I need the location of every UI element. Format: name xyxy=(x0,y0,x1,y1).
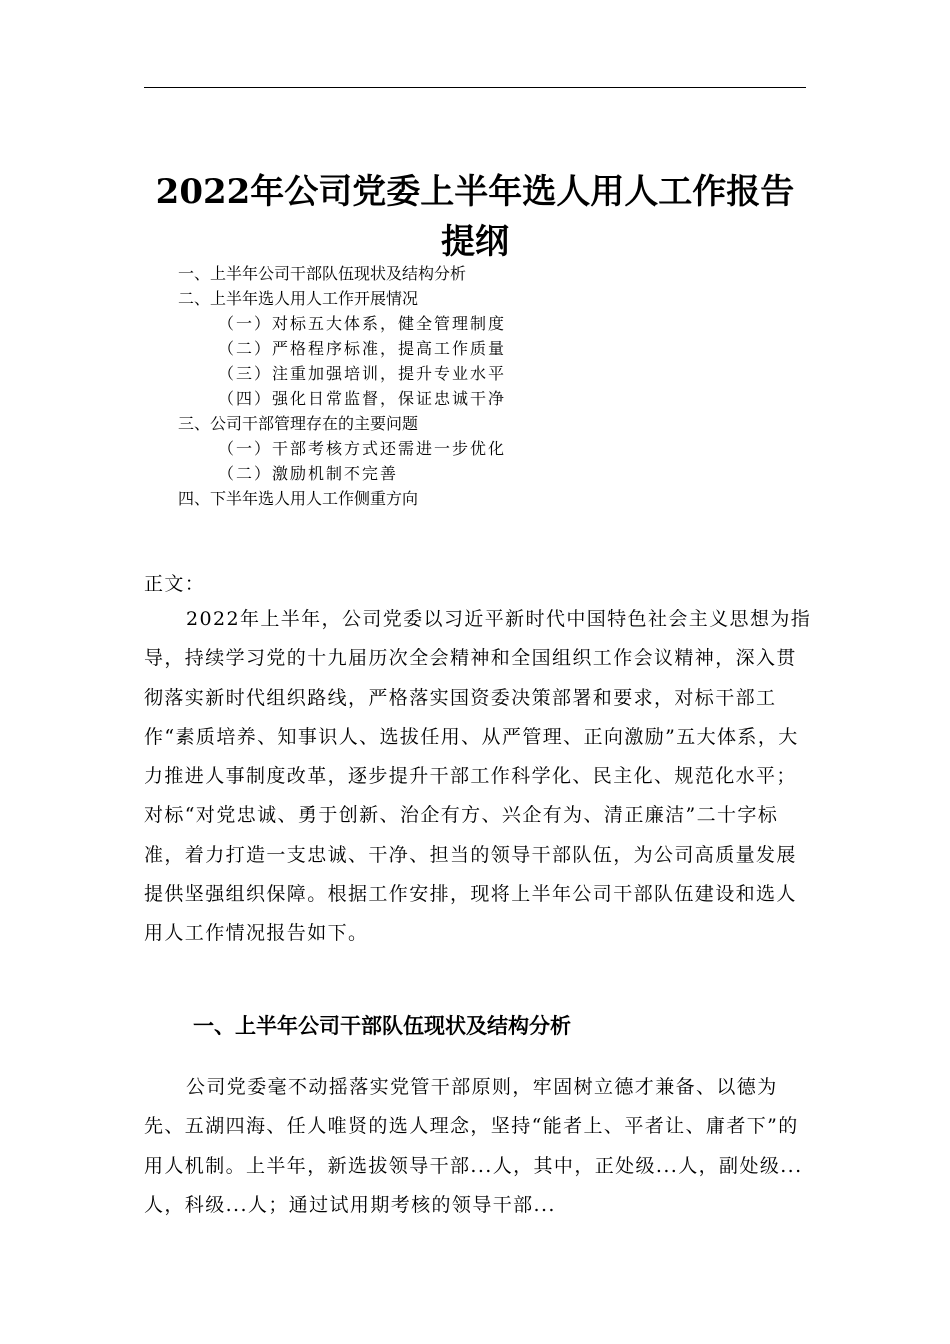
body-paragraph: 2022年上半年，公司党委以习近平新时代中国特色社会主义思想为指导，持续学习党的十九届历次全会精神和全国组织工作会议精神，深入贯彻落实新时代组织路线，严格落实国资委决策部署和要求，对标干部工作“素质培养、知事识人、选拔任用、从严管理、正向激励”五大体系，大力推进人事制度改革，逐步提升干部工作科学化、民主化、规范化水平；对标“对党忠诚、勇于创新、治企有方、兴企有为、清正廉洁”二十字标准，着力打造一支忠诚、干净、担当的领导干部队伍，为公司高质量发展提供坚强组织保障。根据工作安排，现将上半年公司干部队伍建设和选人用人工作情况报告如下。 xyxy=(144,608,812,945)
outline-item: 三、公司干部管理存在的主要问题 xyxy=(178,414,419,433)
document-title-line-2: 提纲 xyxy=(441,222,509,262)
body-label: 正文： xyxy=(144,573,206,595)
outline-subitem: （二）激励机制不完善 xyxy=(218,464,399,483)
outline-item: 一、上半年公司干部队伍现状及结构分析 xyxy=(178,264,467,283)
document-title-line-1: 2022年公司党委上半年选人用人工作报告 xyxy=(155,172,795,212)
header-rule xyxy=(144,87,806,88)
outline-subitem: （四）强化日常监督，保证忠诚干净 xyxy=(218,389,507,408)
body-paragraph: 公司党委毫不动摇落实党管干部原则，牢固树立德才兼备、以德为先、五湖四海、任人唯贤的选人理念，坚持“能者上、平者让、庸者下”的用人机制。上半年，新选拔领导干部...人，其中，正处级...人，副处级...人，科级...人；通过试用期考核的领导干部... xyxy=(144,1076,803,1216)
outline-subitem: （一）对标五大体系，健全管理制度 xyxy=(218,314,507,333)
section-heading: 一、上半年公司干部队伍现状及结构分析 xyxy=(193,1014,571,1038)
outline-subitem: （一）干部考核方式还需进一步优化 xyxy=(218,439,507,458)
outline-item: 四、下半年选人用人工作侧重方向 xyxy=(178,489,419,508)
outline-subitem: （三）注重加强培训，提升专业水平 xyxy=(218,364,507,383)
outline-subitem: （二）严格程序标准，提高工作质量 xyxy=(218,339,507,358)
outline-item: 二、上半年选人用人工作开展情况 xyxy=(178,289,419,308)
